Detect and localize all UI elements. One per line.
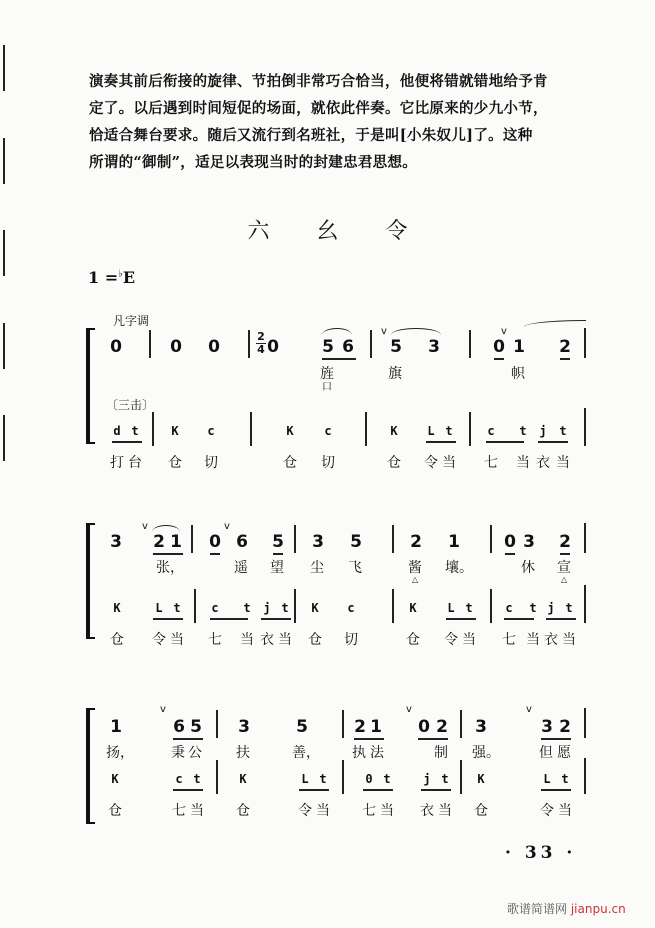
beam-underline xyxy=(322,358,356,360)
note: 5 xyxy=(296,717,308,737)
perc-syllable: L xyxy=(543,772,551,786)
perc-text: 仓 xyxy=(236,803,250,819)
perc-text: 令 xyxy=(424,455,438,471)
note: 3 xyxy=(238,717,250,737)
bar-line xyxy=(584,585,586,623)
bar-line xyxy=(342,760,344,794)
note: 1 xyxy=(110,717,122,737)
note: 0 xyxy=(493,337,505,357)
perc-text: 当 xyxy=(562,632,576,648)
bar-line xyxy=(460,760,462,794)
note: 0 xyxy=(208,337,220,357)
perc-syllable: L xyxy=(427,424,435,438)
bar-line xyxy=(584,708,586,738)
beam-underline xyxy=(494,358,504,360)
perc-text: 当 xyxy=(462,632,476,648)
beam-underline xyxy=(210,553,220,555)
breath-mark: v xyxy=(501,326,507,337)
perc-text: 衣 xyxy=(420,803,434,819)
perc-text: 衣 xyxy=(544,632,558,648)
system-brace xyxy=(86,328,95,444)
bar-line xyxy=(365,412,367,446)
note: 3 xyxy=(110,532,122,552)
perc-text: 衣 xyxy=(536,455,550,471)
perc-text: 令 xyxy=(298,803,312,819)
perc-syllable: c xyxy=(505,601,513,615)
beam-underline xyxy=(173,789,203,791)
beam-underline xyxy=(505,553,515,555)
perc-syllable: 0 xyxy=(365,772,373,786)
score-system-1 xyxy=(86,300,596,470)
perc-text: 打 xyxy=(110,455,124,471)
beam-underline xyxy=(299,789,329,791)
perc-syllable: t xyxy=(131,424,139,438)
bar-line xyxy=(584,408,586,446)
perc-syllable: t xyxy=(565,601,573,615)
slur xyxy=(391,328,441,335)
perc-text: 台 xyxy=(128,455,142,471)
lyric: 秉 xyxy=(171,745,185,761)
perc-syllable: t xyxy=(173,601,181,615)
perc-text: 切 xyxy=(204,455,218,471)
flat-icon: ♭ xyxy=(118,268,123,280)
perc-syllable: L xyxy=(155,601,163,615)
perc-syllable: t xyxy=(193,772,201,786)
lyric: 但 xyxy=(539,745,553,761)
note: 2 xyxy=(559,337,571,357)
perc-text: 仓 xyxy=(308,632,322,648)
perc-text: 仓 xyxy=(283,455,297,471)
perc-syllable: K xyxy=(113,601,121,615)
note: 2 xyxy=(153,532,165,552)
perc-syllable: L xyxy=(301,772,309,786)
watermark xyxy=(507,900,626,917)
system-brace xyxy=(86,523,95,639)
perc-syllable: L xyxy=(447,601,455,615)
perc-syllable: t xyxy=(559,424,567,438)
piece-title: 六 幺 令 xyxy=(247,219,428,244)
time-sig-top: 2 xyxy=(257,330,265,343)
perc-syllable: t xyxy=(561,772,569,786)
lyric: 旌 xyxy=(320,366,334,382)
perc-syllable: c xyxy=(207,424,215,438)
note: 0 xyxy=(170,337,182,357)
breath-mark: v xyxy=(406,704,412,715)
lyric: 旗 xyxy=(388,366,402,382)
perc-syllable: t xyxy=(319,772,327,786)
prose-line: 所谓的“御制”，适足以表现当时的封建忠君思想。 xyxy=(89,154,418,171)
perc-text: 当 xyxy=(558,803,572,819)
perc-syllable: K xyxy=(477,772,485,786)
lyric: 休 xyxy=(521,560,535,576)
perc-text: 令 xyxy=(540,803,554,819)
note: 3 xyxy=(523,532,535,552)
system-brace xyxy=(86,708,95,824)
lyric: 遥 xyxy=(234,560,248,576)
beam-underline xyxy=(112,441,142,443)
perc-text: 当 xyxy=(170,632,184,648)
perc-text: 衣 xyxy=(260,632,274,648)
bar-line xyxy=(392,525,394,553)
bar-line xyxy=(191,525,193,553)
mode-label: 凡字调 xyxy=(113,314,150,328)
perc-syllable: d xyxy=(113,424,121,438)
lyric: 酱 xyxy=(408,560,422,576)
bar-line xyxy=(294,589,296,623)
perc-text: 当 xyxy=(516,455,530,471)
perc-text: 仓 xyxy=(110,632,124,648)
perc-text: 令 xyxy=(152,632,166,648)
prose-line: 演奏其前后衔接的旋律、节拍倒非常巧合恰当，他便将错就错地给予肯 xyxy=(89,73,548,90)
beam-underline xyxy=(210,618,248,620)
score-system-3 xyxy=(86,700,596,830)
bar-line xyxy=(250,412,252,446)
note: 1 xyxy=(370,717,382,737)
prose-line: 恰适合舞台要求。随后又流行到名班社，于是叫[小朱奴儿]了。这种 xyxy=(89,127,533,144)
lyric: 愿 xyxy=(557,745,571,761)
bar-line xyxy=(460,710,462,738)
perc-syllable: t xyxy=(529,601,537,615)
perc-syllable: j xyxy=(547,601,555,615)
perc-syllable: K xyxy=(111,772,119,786)
bar-line xyxy=(392,589,394,623)
note: 6 xyxy=(236,532,248,552)
perc-text: 仓 xyxy=(108,803,122,819)
bar-line xyxy=(194,589,196,623)
accent-mark: △ xyxy=(412,575,419,584)
slur xyxy=(152,525,180,532)
perc-syllable: j xyxy=(539,424,547,438)
note: 1 xyxy=(513,337,525,357)
watermark-url: jianpu.cn xyxy=(570,902,626,916)
beam-underline xyxy=(273,553,283,555)
perc-syllable: t xyxy=(383,772,391,786)
lyric-mark: 口 xyxy=(322,382,332,393)
lyric: 强。 xyxy=(472,745,500,761)
lyric: 望 xyxy=(270,560,284,576)
lyric: 飞 xyxy=(348,560,362,576)
note: 6 xyxy=(173,717,185,737)
perc-text: 七 xyxy=(502,632,516,648)
bar-line xyxy=(490,589,492,623)
perc-text: 切 xyxy=(344,632,358,648)
lyric: 帜 xyxy=(511,366,525,382)
prose-line: 定了。以后遇到时间短促的场面，就依此伴奏。它比原来的少九小节， xyxy=(89,100,548,117)
score-system-2 xyxy=(86,515,596,655)
perc-syllable: t xyxy=(243,601,251,615)
perc-syllable: t xyxy=(519,424,527,438)
margin-line xyxy=(3,415,5,461)
lyric: 宣 xyxy=(557,560,571,576)
beam-underline xyxy=(426,441,456,443)
lyric: 制 xyxy=(434,745,448,761)
key-signature xyxy=(88,268,135,287)
perc-text: 仓 xyxy=(406,632,420,648)
perc-text: 七 xyxy=(172,803,186,819)
perc-syllable: K xyxy=(171,424,179,438)
lyric: 扶 xyxy=(236,745,250,761)
lyric: 扬， xyxy=(106,745,134,761)
note: 3 xyxy=(312,532,324,552)
perc-syllable: K xyxy=(239,772,247,786)
bar-line xyxy=(216,760,218,794)
lyric: 尘 xyxy=(310,560,324,576)
note: 2 xyxy=(559,532,571,552)
bar-line xyxy=(584,328,586,358)
prose-paragraph xyxy=(89,68,589,176)
note: 5 xyxy=(350,532,362,552)
beam-underline xyxy=(421,789,451,791)
note: 0 xyxy=(267,337,279,357)
lyric: 法 xyxy=(370,745,384,761)
breath-mark: v xyxy=(142,521,148,532)
perc-text: 七 xyxy=(208,632,222,648)
accent-mark: △ xyxy=(561,575,568,584)
beam-underline xyxy=(363,789,393,791)
perc-text: 当 xyxy=(278,632,292,648)
page-number: · 33 · xyxy=(505,843,577,863)
note: 0 xyxy=(209,532,221,552)
time-sig-bottom: 4 xyxy=(257,343,265,356)
beam-underline xyxy=(418,738,448,740)
margin-line xyxy=(3,138,5,184)
breath-mark: v xyxy=(381,326,387,337)
lyric: 壤。 xyxy=(445,560,473,576)
note: 6 xyxy=(342,337,354,357)
perc-text: 令 xyxy=(444,632,458,648)
perc-text: 七 xyxy=(362,803,376,819)
note: 3 xyxy=(475,717,487,737)
bar-line xyxy=(584,758,586,794)
bar-line xyxy=(342,710,344,738)
bar-line xyxy=(152,412,154,446)
beam-underline xyxy=(153,553,183,555)
note: 0 xyxy=(504,532,516,552)
perc-syllable: t xyxy=(465,601,473,615)
perc-syllable: c xyxy=(324,424,332,438)
perc-text: 当 xyxy=(556,455,570,471)
beam-underline xyxy=(560,358,570,360)
bar-line xyxy=(216,710,218,738)
perc-text: 仓 xyxy=(474,803,488,819)
beam-underline xyxy=(541,789,571,791)
beam-underline xyxy=(541,738,571,740)
perc-syllable: K xyxy=(311,601,319,615)
note: 5 xyxy=(322,337,334,357)
perc-syllable: j xyxy=(263,601,271,615)
breath-mark: v xyxy=(224,521,230,532)
percussion-label: 〔三击〕 xyxy=(106,398,155,412)
perc-text: 当 xyxy=(240,632,254,648)
perc-syllable: K xyxy=(409,601,417,615)
bar-line xyxy=(469,412,471,446)
perc-syllable: c xyxy=(211,601,219,615)
perc-text: 仓 xyxy=(387,455,401,471)
perc-text: 七 xyxy=(484,455,498,471)
perc-text: 当 xyxy=(438,803,452,819)
bar-line xyxy=(490,525,492,553)
lyric: 执 xyxy=(352,745,366,761)
lyric: 公 xyxy=(188,745,202,761)
beam-underline xyxy=(173,738,203,740)
bar-line xyxy=(294,525,296,553)
key-label: 1 = xyxy=(88,268,119,287)
perc-syllable: t xyxy=(281,601,289,615)
watermark-cn: 歌谱简谱网 xyxy=(507,902,568,916)
bar-line xyxy=(149,330,151,358)
perc-text: 当 xyxy=(442,455,456,471)
note: 5 xyxy=(390,337,402,357)
perc-syllable: t xyxy=(441,772,449,786)
perc-text: 当 xyxy=(526,632,540,648)
margin-line xyxy=(3,45,5,91)
perc-syllable: c xyxy=(347,601,355,615)
beam-underline xyxy=(560,553,570,555)
beam-underline xyxy=(354,738,384,740)
beam-underline xyxy=(153,618,183,620)
beam-underline xyxy=(446,618,476,620)
note: 5 xyxy=(190,717,202,737)
perc-text: 仓 xyxy=(168,455,182,471)
perc-syllable: j xyxy=(423,772,431,786)
lyric: 张， xyxy=(156,560,184,576)
bar-line xyxy=(248,330,250,358)
lyric: 善， xyxy=(292,745,320,761)
note: 2 xyxy=(436,717,448,737)
margin-line xyxy=(3,323,5,369)
perc-text: 切 xyxy=(321,455,335,471)
note: 0 xyxy=(110,337,122,357)
note: 2 xyxy=(354,717,366,737)
bar-line xyxy=(370,330,372,358)
note: 1 xyxy=(170,532,182,552)
bar-line xyxy=(584,523,586,553)
note: 1 xyxy=(448,532,460,552)
note: 3 xyxy=(428,337,440,357)
beam-underline xyxy=(546,618,576,620)
beam-underline xyxy=(538,441,568,443)
perc-syllable: c xyxy=(487,424,495,438)
beam-underline xyxy=(504,618,534,620)
perc-text: 当 xyxy=(190,803,204,819)
beam-underline xyxy=(261,618,291,620)
perc-text: 当 xyxy=(316,803,330,819)
perc-syllable: K xyxy=(286,424,294,438)
perc-syllable: t xyxy=(445,424,453,438)
breath-mark: v xyxy=(160,704,166,715)
perc-text: 当 xyxy=(380,803,394,819)
breath-mark: v xyxy=(526,704,532,715)
note: 3 xyxy=(541,717,553,737)
note: 5 xyxy=(272,532,284,552)
slur xyxy=(524,320,586,327)
beam-underline xyxy=(486,441,524,443)
note: 2 xyxy=(410,532,422,552)
note: 2 xyxy=(559,717,571,737)
bar-line xyxy=(469,330,471,358)
perc-syllable: c xyxy=(175,772,183,786)
perc-syllable: K xyxy=(390,424,398,438)
key-note: E xyxy=(122,268,136,287)
note: 0 xyxy=(418,717,430,737)
slur xyxy=(322,328,352,335)
